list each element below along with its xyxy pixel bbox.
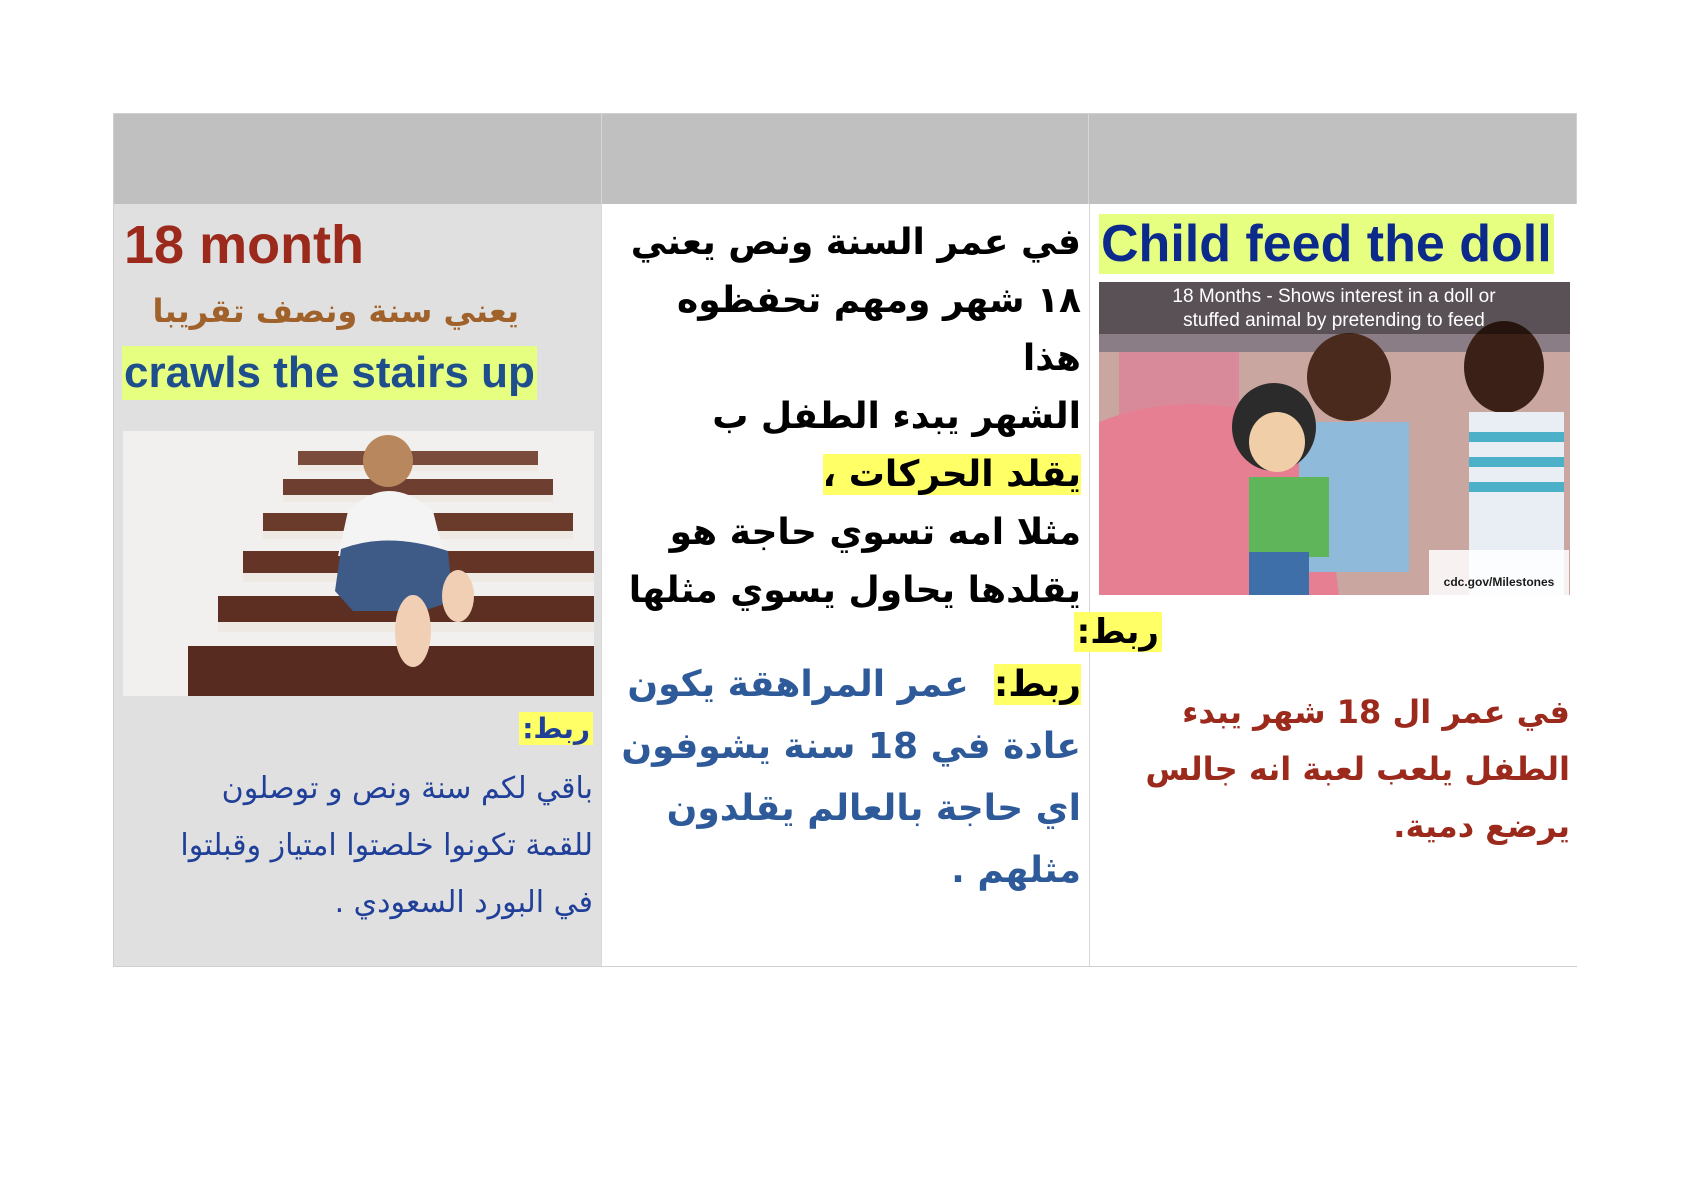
right-body-line: في عمر ال 18 شهر يبدء — [1182, 693, 1570, 731]
middle-rabt-line: اي حاجة بالعالم يقلدون — [666, 788, 1081, 829]
left-rabt-text — [123, 760, 593, 931]
right-rabt-text — [1110, 684, 1570, 855]
middle-rabt-line: عمر المراهقة يكون — [627, 664, 969, 705]
left-rabt-label: ربط: — [519, 712, 593, 745]
middle-line: يقلدها يحاول يسوي مثلها — [628, 570, 1081, 611]
middle-main-text — [609, 214, 1081, 620]
middle-line-highlight — [609, 446, 1081, 504]
left-milestone: crawls the stairs up — [122, 346, 537, 400]
middle-line: في عمر السنة ونص يعني — [630, 222, 1081, 263]
left-body-line: باقي لكم سنة ونص و توصلون — [221, 771, 593, 806]
middle-line: الشهر يبدء الطفل ب — [712, 396, 1081, 437]
right-title: Child feed the doll — [1101, 215, 1552, 273]
imitates-movements-highlight: يقلد الحركات ، — [822, 454, 1081, 495]
middle-rabt-line: عادة في 18 سنة يشوفون — [621, 726, 1081, 767]
left-body-line: للقمة تكونوا خلصتوا امتياز وقبلتوا — [180, 828, 593, 863]
cell-imitation — [602, 204, 1090, 966]
content-table — [113, 113, 1577, 967]
table-body-row — [114, 204, 1576, 966]
header-cell — [114, 114, 602, 204]
table-header-row — [114, 114, 1576, 204]
left-body-line: في البورد السعودي . — [334, 885, 593, 920]
cell-feed-doll — [1076, 204, 1578, 966]
left-subtitle: يعني سنة ونصف تقريبا — [152, 292, 519, 330]
cell-crawls-stairs — [114, 204, 602, 966]
baby-climbing-stairs-photo — [123, 431, 594, 696]
middle-rabt-text — [609, 654, 1081, 902]
child-feeding-doll-photo — [1099, 282, 1570, 595]
middle-rabt-label: ربط: — [993, 664, 1081, 705]
middle-line: ١٨ شهر ومهم تحفظوه هذا — [676, 280, 1081, 379]
middle-rabt-line: مثلهم . — [951, 850, 1081, 891]
header-cell — [602, 114, 1090, 204]
photo-caption-line-2: stuffed animal by pretending to feed — [1183, 310, 1485, 331]
middle-line: مثلا امه تسوي حاجة هو — [669, 512, 1081, 553]
right-body-line: يرضع دمية. — [1393, 807, 1570, 845]
photo-source: cdc.gov/Milestones — [1443, 575, 1555, 589]
photo-caption-line-1: 18 Months - Shows interest in a doll or — [1172, 286, 1496, 307]
right-rabt-label: ربط: — [1074, 612, 1162, 652]
left-title: 18 month — [124, 215, 365, 275]
middle-rabt-first-line — [609, 654, 1081, 716]
header-cell — [1089, 114, 1576, 204]
right-body-line: الطفل يلعب لعبة انه جالس — [1145, 750, 1570, 788]
